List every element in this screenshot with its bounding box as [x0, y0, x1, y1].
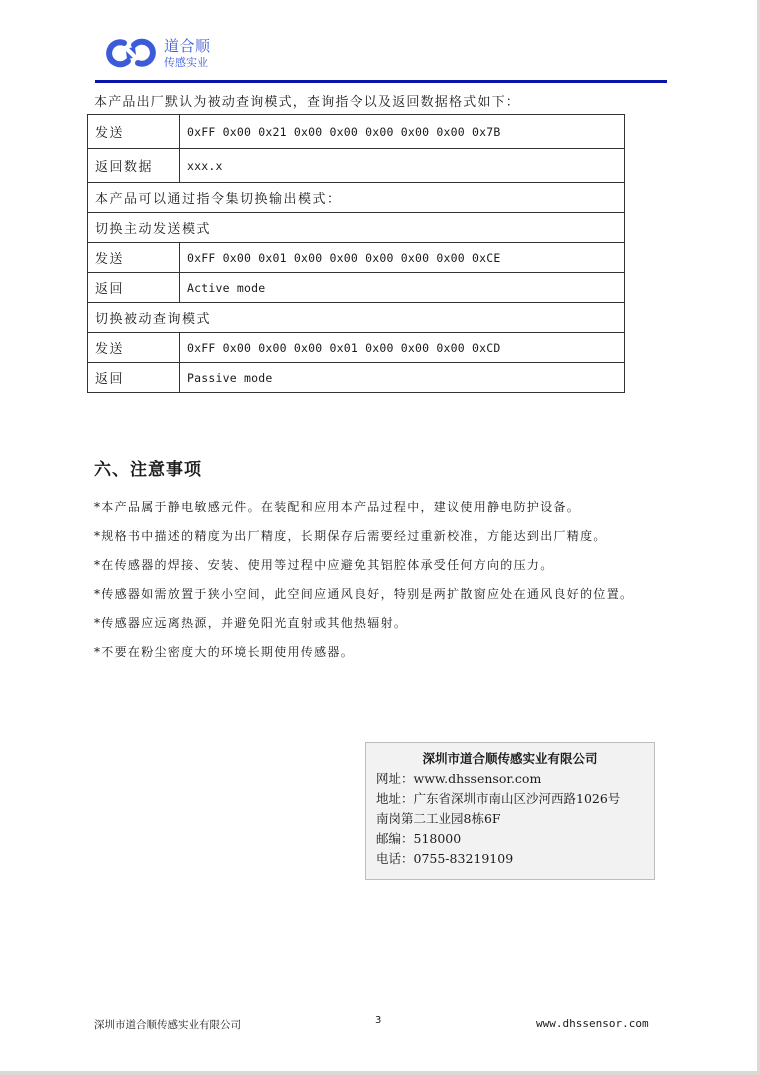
row-key: 返回数据 [88, 149, 180, 183]
passive-mode-title: 切换被动查询模式 [88, 303, 625, 333]
row-key: 返回 [88, 273, 180, 303]
contact-postcode: 邮编：518000 [376, 831, 462, 846]
switch-intro: 本产品可以通过指令集切换输出模式： [88, 183, 625, 213]
notes-list [94, 497, 633, 671]
logo-name: 道合顺 [164, 36, 211, 55]
active-mode-title: 切换主动发送模式 [88, 213, 625, 243]
contact-address: 地址：广东省深圳市南山区沙河西路1026号 [376, 791, 621, 806]
list-item: *本产品属于静电敏感元件。在装配和应用本产品过程中，建议使用静电防护设备。 [94, 500, 581, 514]
list-item: *规格书中描述的精度为出厂精度，长期保存后需要经过重新校准，方能达到出厂精度。 [94, 529, 607, 543]
list-item: *传感器如需放置于狭小空间，此空间应通风良好，特别是两扩散窗应处在通风良好的位置。 [94, 587, 634, 601]
footer-website: www.dhssensor.com [536, 1017, 649, 1030]
row-value: 0xFF 0x00 0x01 0x00 0x00 0x00 0x00 0x00 0xCE [180, 243, 625, 273]
contact-company: 深圳市道合顺传感实业有限公司 [422, 751, 598, 766]
row-value: xxx.x [180, 149, 625, 183]
row-key: 发送 [88, 243, 180, 273]
table-row [88, 333, 625, 363]
row-key: 发送 [88, 333, 180, 363]
table-row [88, 273, 625, 303]
table-row [88, 243, 625, 273]
list-item: *在传感器的焊接、安装、使用等过程中应避免其铝腔体承受任何方向的压力。 [94, 558, 554, 572]
row-value: 0xFF 0x00 0x21 0x00 0x00 0x00 0x00 0x00 0x7B [180, 115, 625, 149]
section-title: 六、注意事项 [94, 460, 202, 480]
row-value: Active mode [180, 273, 625, 303]
intro-text: 本产品出厂默认为被动查询模式，查询指令以及返回数据格式如下： [94, 95, 521, 110]
company-logo [104, 36, 211, 70]
table-row [88, 213, 625, 243]
contact-phone: 电话：0755-83219109 [376, 851, 514, 866]
logo-subtitle: 传感实业 [164, 55, 208, 69]
table-row [88, 115, 625, 149]
row-value: Passive mode [180, 363, 625, 393]
logo-rings-icon [104, 37, 158, 69]
row-value: 0xFF 0x00 0x00 0x00 0x01 0x00 0x00 0x00 0xCD [180, 333, 625, 363]
list-item: *传感器应远离热源，并避免阳光直射或其他热辐射。 [94, 616, 408, 630]
contact-website: 网址：www.dhssensor.com [376, 771, 542, 786]
table-row [88, 183, 625, 213]
header-divider [95, 80, 667, 83]
table-row [88, 149, 625, 183]
contact-address-line2: 南岗第二工业园8栋6F [376, 811, 501, 826]
table-row [88, 303, 625, 333]
list-item: *不要在粉尘密度大的环境长期使用传感器。 [94, 645, 355, 659]
row-key: 发送 [88, 115, 180, 149]
table-row [88, 363, 625, 393]
row-key: 返回 [88, 363, 180, 393]
footer-company: 深圳市道合顺传感实业有限公司 [94, 1019, 241, 1031]
page-number: 3 [375, 1015, 382, 1026]
command-table [87, 114, 625, 393]
contact-box [365, 742, 655, 880]
